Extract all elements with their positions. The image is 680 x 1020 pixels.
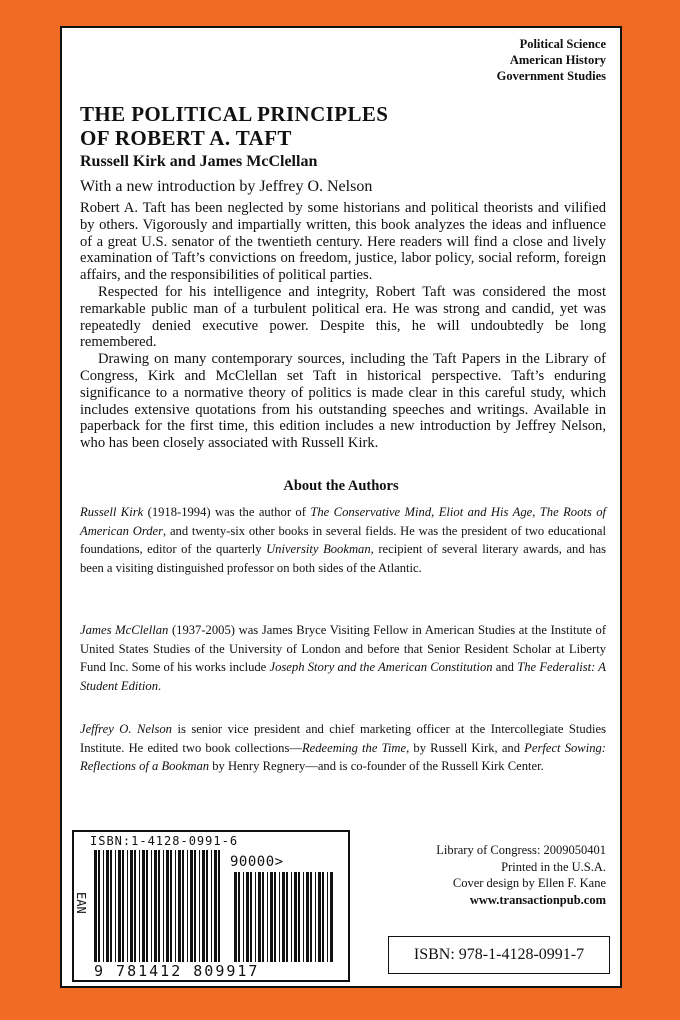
- book-reference: The Conservative Mind, Eliot and His Age, The Roots of American Order: [80, 505, 607, 538]
- author-bio-mcclellan: [80, 621, 606, 695]
- barcode-digits: 9 781412 809917: [94, 962, 260, 980]
- title-line: THE POLITICAL PRINCIPLES: [80, 102, 389, 126]
- barcode-main-icon: [94, 850, 224, 962]
- bio-text: is senior vice president and chief marketing officer at the Intercollegiate Studies Institute. He edited two book collections—: [80, 722, 606, 755]
- book-authors: Russell Kirk and James McClellan: [80, 153, 318, 170]
- bio-text: and: [492, 660, 518, 675]
- category-label: Political Science: [519, 37, 606, 51]
- isbn-box: ISBN: 978-1-4128-0991-7: [388, 936, 610, 974]
- cover-design-credit: Cover design by Ellen F. Kane: [452, 876, 606, 890]
- author-name: Jeffrey O. Nelson: [80, 722, 172, 736]
- description-paragraph: Robert A. Taft has been neglected by some historians and political theorists and vilified by others. Vigorously and impartially written, this book analyzes the ideas and influence of a great U.S. senator of the twentieth century. Here readers will find a close and lively examination of Taft’s convictions on freedom, justice, labor policy, social reform, foreign affairs, and the responsibilities of political parties.: [80, 200, 606, 284]
- book-reference: University Bookman: [266, 542, 371, 557]
- book-reference: Redeeming the Time: [301, 740, 407, 755]
- barcode-block: [72, 830, 350, 982]
- book-title: [80, 102, 388, 150]
- barcode-addon-icon: [234, 872, 338, 962]
- printed-in: Printed in the U.S.A.: [501, 859, 606, 874]
- bio-text: (1937-2005) was James Bryce Visiting Fellow in American Studies at the Institute of United States Studies of the University of London and before that Senior Resident Scholar at Liberty Fund Inc. Some of his works include: [80, 623, 607, 675]
- publisher-url: www.transactionpub.com: [469, 892, 606, 907]
- bio-text: by Henry Regnery—and is co-founder of the Russell Kirk Center.: [209, 759, 544, 774]
- back-cover: [60, 26, 622, 988]
- bio-text: , by Russell Kirk, and: [406, 740, 525, 755]
- bio-text: .: [158, 678, 162, 693]
- bio-text: , and twenty-six other books in several fields. He was the president of two educational foundations, editor of the quarterly: [80, 523, 606, 557]
- book-reference: Joseph Story and the American Constitution: [269, 660, 493, 675]
- category-label: American History: [509, 53, 606, 67]
- publication-info: [436, 842, 606, 908]
- bio-text: , recipient of several literary awards, and has been a visiting distinguished professor on both sides of the Atlantic.: [80, 542, 606, 575]
- library-of-congress: Library of Congress: 2009050401: [436, 843, 606, 857]
- book-reference: The Federalist: A Student Edition: [80, 660, 606, 693]
- title-line: OF ROBERT A. TAFT: [80, 126, 292, 150]
- book-reference: Perfect Sowing: Reflections of a Bookman: [80, 740, 606, 774]
- about-authors-heading: About the Authors: [283, 478, 399, 494]
- author-bio-kirk: [80, 503, 606, 577]
- barcode-price-code: 90000>: [230, 854, 284, 870]
- description-paragraph: Respected for his intelligence and integrity, Robert Taft was considered the most remarkable public man of a turbulent political era. He was strong and candid, yet was repeatedly denied executive power. Despite this, he will undoubtedly be long remembered.: [80, 283, 606, 351]
- author-name: Russell Kirk: [80, 505, 144, 519]
- author-bio-nelson: [80, 720, 606, 776]
- barcode-isbn: ISBN:1-4128-0991-6: [90, 834, 239, 848]
- book-description: [80, 200, 606, 452]
- barcode-ean-label: EAN: [74, 892, 88, 914]
- author-name: James McClellan: [80, 623, 169, 637]
- introduction-credit: With a new introduction by Jeffrey O. Nelson: [80, 178, 373, 195]
- bio-text: (1918-1994) was the author of: [143, 505, 311, 519]
- category-label: Government Studies: [496, 69, 606, 83]
- description-paragraph: Drawing on many contemporary sources, including the Taft Papers in the Library of Congress, Kirk and McClellan set Taft in historical perspective. Taft’s enduring significance to a normative theory of politics is made clear in this careful study, which includes extensive quotations from his outstanding speeches and writings. Available in paperback for the first time, this edition includes a new introduction by Jeffrey Nelson, who has been closely associated with Russell Kirk.: [80, 351, 606, 452]
- subject-categories: [497, 36, 606, 84]
